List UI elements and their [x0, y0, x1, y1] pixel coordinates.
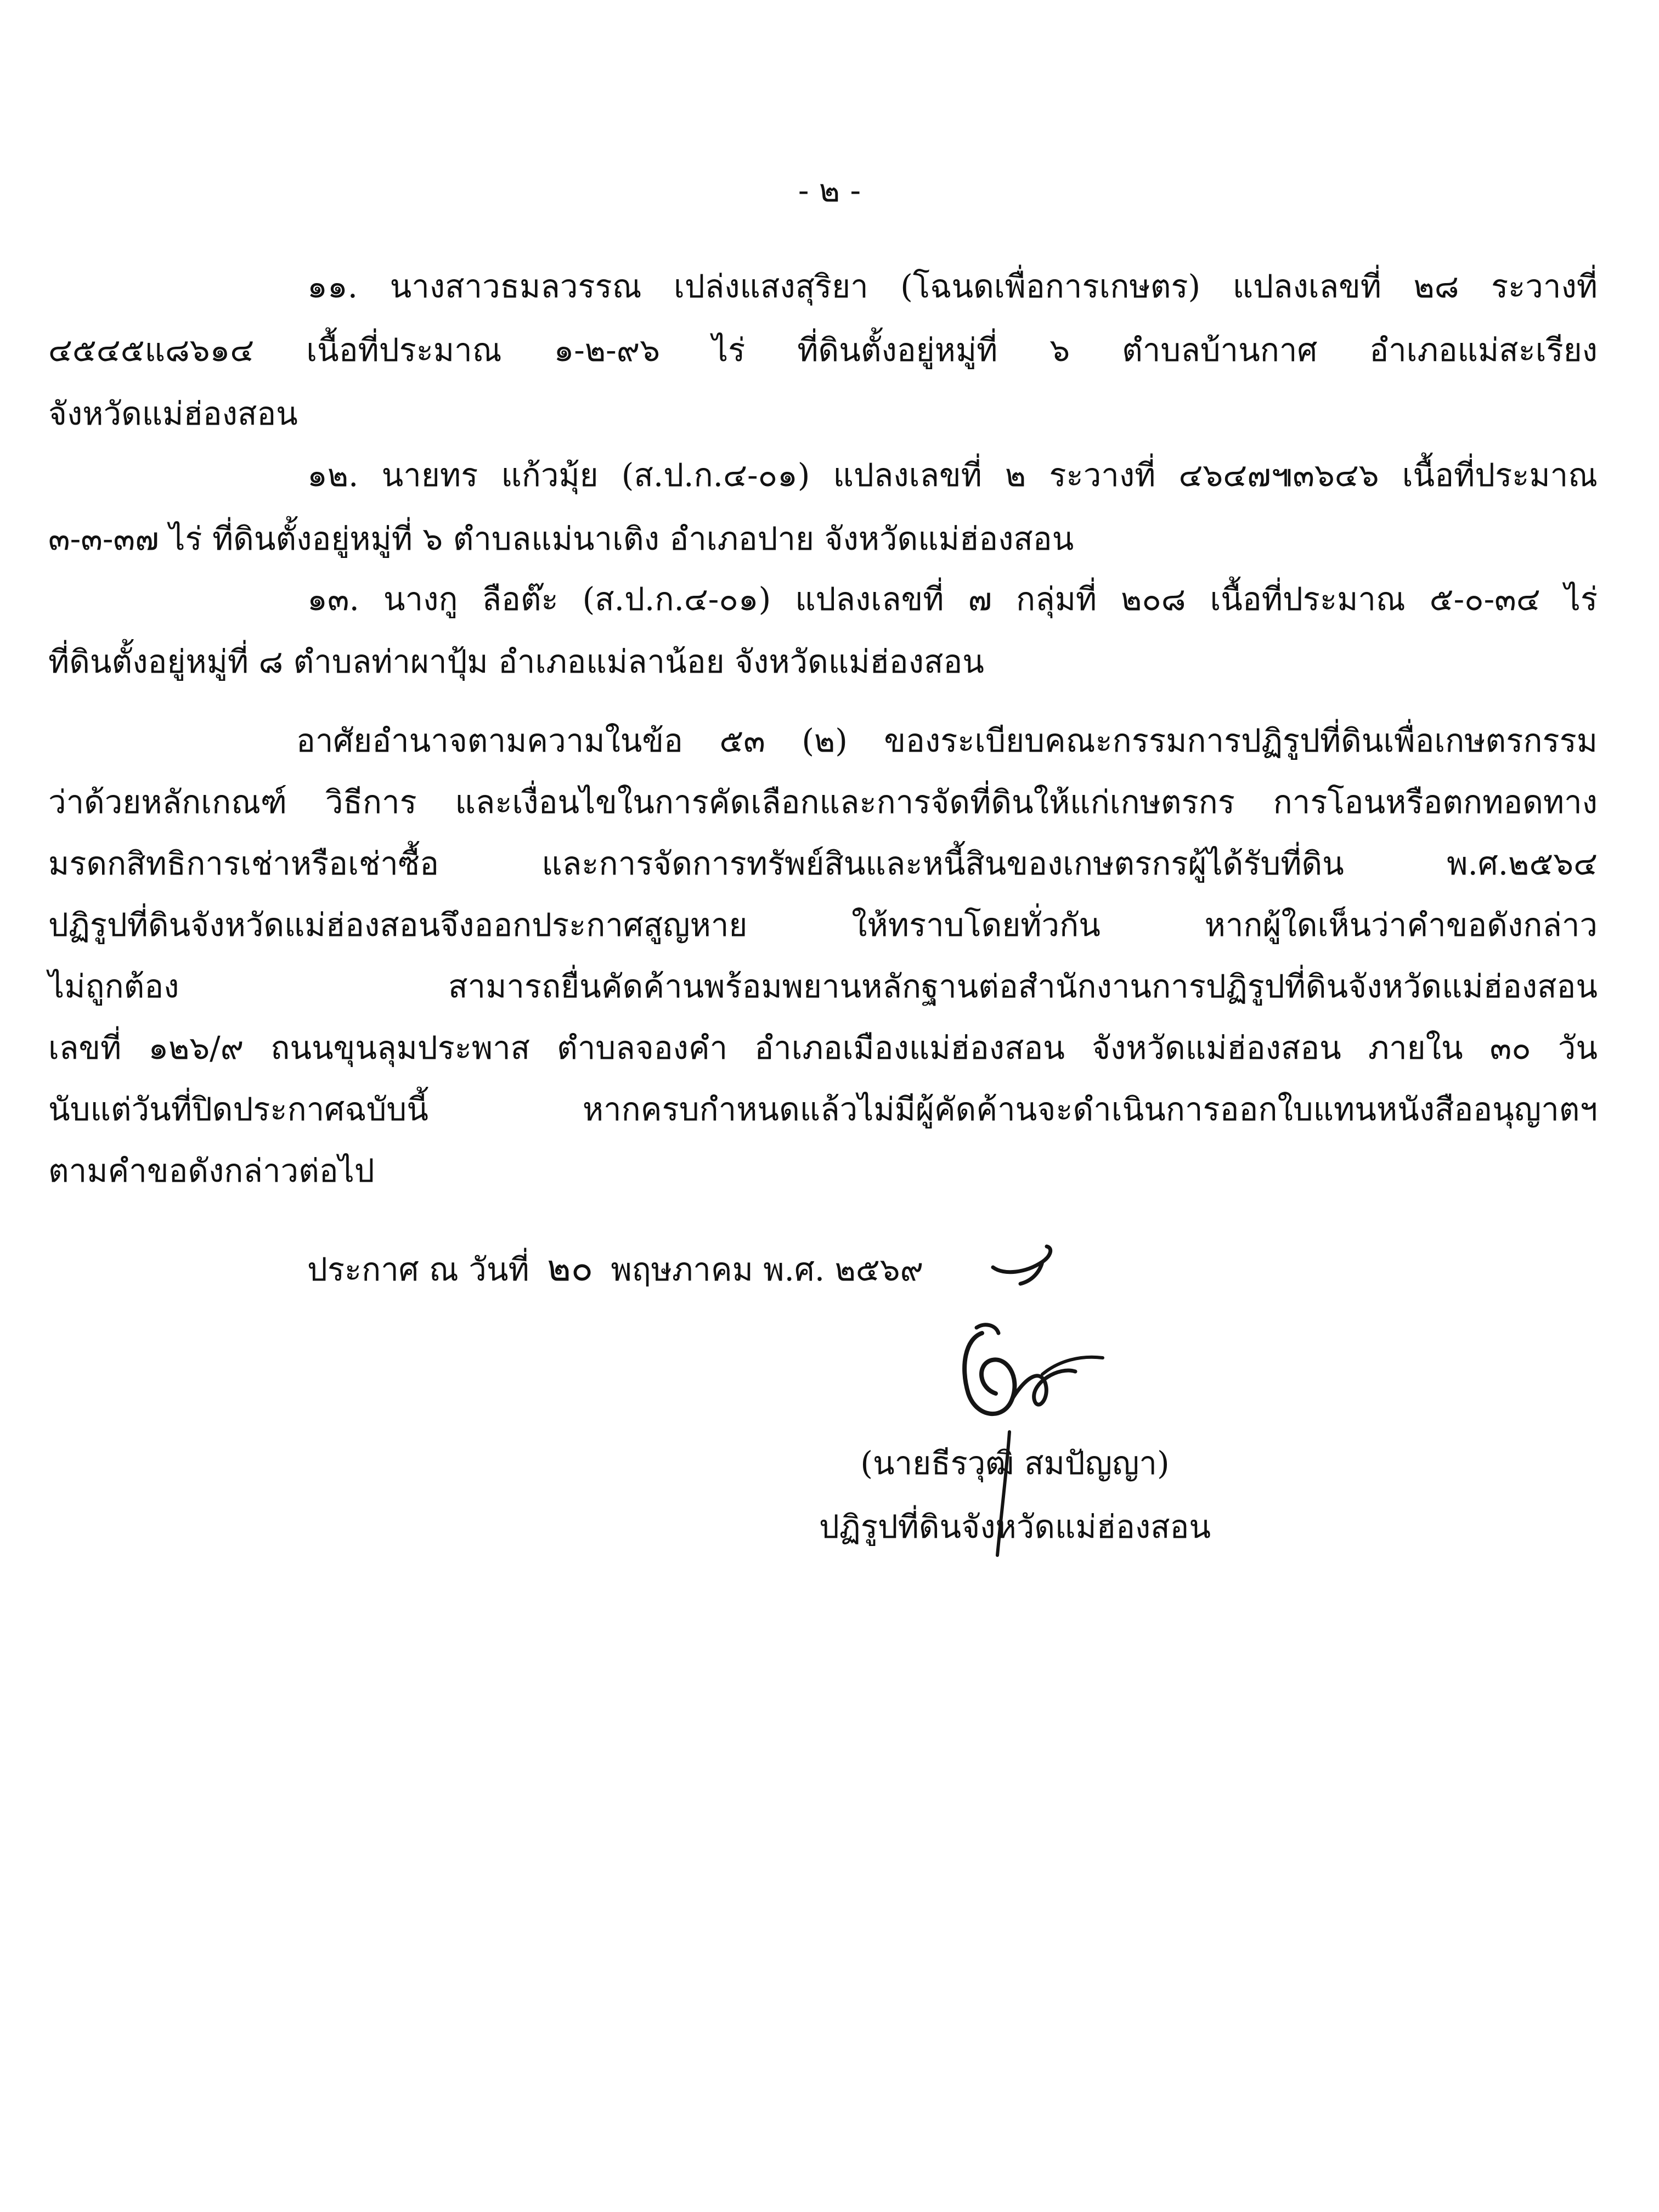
- signatory-name: (นายธีรวุฒิ สมปัญญา): [860, 1444, 1170, 1482]
- page-number: - ๒ -: [798, 172, 861, 209]
- item-13-line-2: ที่ดินตั้งอยู่หมู่ที่ ๘ ตำบลท่าผาปุ้ม อำเภอแม่ลาน้อย จังหวัดแม่ฮ่องสอน: [48, 643, 984, 680]
- item-11-line-3: จังหวัดแม่ฮ่องสอน: [48, 395, 298, 432]
- signature-stroke: [988, 1426, 1020, 1564]
- signature: [944, 1317, 1119, 1443]
- paragraph-line-2: ว่าด้วยหลักเกณฑ์ วิธีการ และเงื่อนไขในการคัดเลือกและการจัดที่ดินให้แก่เกษตรกร การโอนหรือตกทอดทาง: [48, 783, 1598, 821]
- paragraph-line-6: เลขที่ ๑๒๖/๙ ถนนขุนลุมประพาส ตำบลจองคำ อำเภอเมืองแม่ฮ่องสอน จังหวัดแม่ฮ่องสอน ภายใน ๓๐ วัน: [48, 1029, 1598, 1066]
- announcement-suffix: พฤษภาคม พ.ศ. ๒๕๖๙: [611, 1251, 924, 1288]
- paragraph-line-4: ปฏิรูปที่ดินจังหวัดแม่ฮ่องสอนจึงออกประกาศสูญหาย ให้ทราบโดยทั่วกัน หากผู้ใดเห็นว่าคำขอดังกล่าว: [48, 906, 1598, 944]
- handwritten-initial: [982, 1234, 1064, 1295]
- paragraph-line-3: มรดกสิทธิการเช่าหรือเช่าซื้อ และการจัดการทรัพย์สินและหนี้สินของเกษตรกรผู้ได้รับที่ดิน พ.ศ.๒๕๖๔: [48, 845, 1598, 882]
- item-11-line-1: ๑๑. นางสาวธมลวรรณ เปล่งแสงสุริยา (โฉนดเพื่อการเกษตร) แปลงเลขที่ ๒๘ ระวางที่: [307, 268, 1598, 305]
- announcement-date: [307, 1246, 1075, 1290]
- item-13-line-1: ๑๓. นางกู ลือต๊ะ (ส.ป.ก.๔-๐๑) แปลงเลขที่ ๗ กลุ่มที่ ๒๐๘ เนื้อที่ประมาณ ๕-๐-๓๔ ไร่: [307, 580, 1598, 618]
- item-12-line-1: ๑๒. นายทร แก้วมุ้ย (ส.ป.ก.๔-๐๑) แปลงเลขที่ ๒ ระวางที่ ๔๖๔๗๚๓๖๔๖ เนื้อที่ประมาณ: [307, 456, 1598, 494]
- paragraph-line-5: ไม่ถูกต้อง สามารถยื่นคัดค้านพร้อมพยานหลักฐานต่อสำนักงานการปฏิรูปที่ดินจังหวัดแม่ฮ่องสอน: [48, 968, 1598, 1005]
- signatory-title: ปฏิรูปที่ดินจังหวัดแม่ฮ่องสอน: [819, 1508, 1211, 1545]
- paragraph-line-7: นับแต่วันที่ปิดประกาศฉบับนี้ หากครบกำหนดแล้วไม่มีผู้คัดค้านจะดำเนินการออกใบแทนหนังสืออนุญาตฯ: [48, 1091, 1598, 1128]
- announcement-prefix: ประกาศ ณ วันที่: [307, 1251, 529, 1288]
- item-11-line-2: ๔๕๔๕แ๘๖๑๔ เนื้อที่ประมาณ ๑-๒-๙๖ ไร่ ที่ดินตั้งอยู่หมู่ที่ ๖ ตำบลบ้านกาศ อำเภอแม่สะเรียง: [48, 331, 1598, 369]
- announcement-day: ๒๐: [547, 1247, 593, 1289]
- item-12-line-2: ๓-๓-๓๗ ไร่ ที่ดินตั้งอยู่หมู่ที่ ๖ ตำบลแม่นาเติง อำเภอปาย จังหวัดแม่ฮ่องสอน: [48, 520, 1074, 557]
- paragraph-line-8: ตามคำขอดังกล่าวต่อไป: [48, 1152, 375, 1189]
- paragraph-line-1: อาศัยอำนาจตามความในข้อ ๕๓ (๒) ของระเบียบคณะกรรมการปฏิรูปที่ดินเพื่อเกษตรกรรม: [296, 722, 1598, 759]
